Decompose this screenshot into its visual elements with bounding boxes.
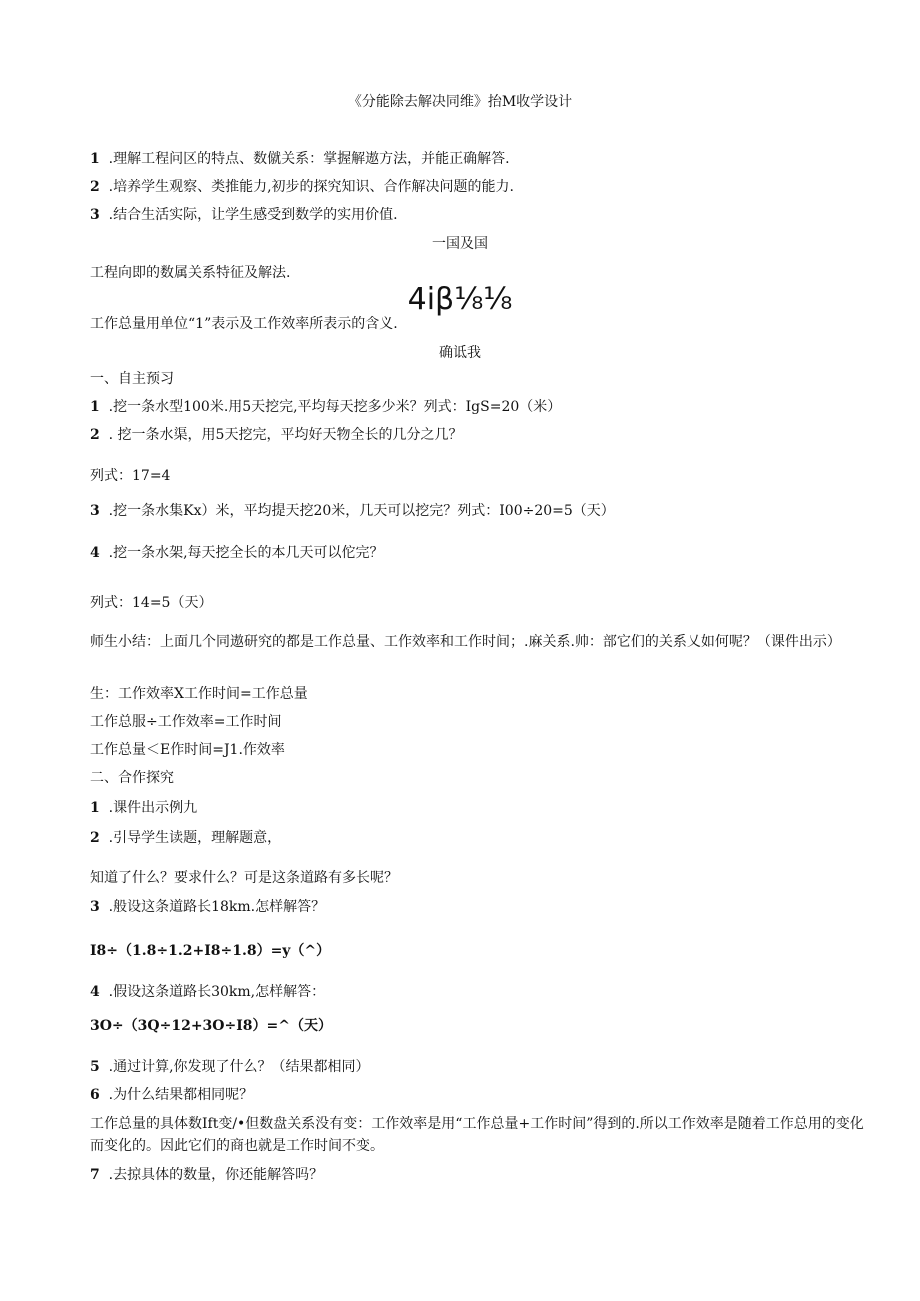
- explore-step-2: [90, 828, 281, 848]
- list-text: .培养学生观察、类推能力,初步的探究知识、合作解决问题的能力.: [108, 179, 515, 195]
- explore-step-1: [90, 798, 197, 818]
- list-text: .挖一条水集Kx）米，平均提天挖20米，几天可以挖完？列式：I00÷20=5（天）: [108, 503, 615, 519]
- list-number: 1: [90, 151, 100, 167]
- preview-question-1: [90, 397, 561, 417]
- list-number: 4: [90, 984, 100, 1000]
- list-text: .挖一条水架,每天挖全长的本几天可以佗完？: [108, 545, 384, 561]
- list-text: .引导学生读题，理解题意，: [108, 830, 282, 846]
- list-text: .为什么结果都相同呢？: [108, 1087, 254, 1103]
- list-text: .般设这条道路长18km.怎样解答？: [108, 899, 326, 915]
- list-text: .课件出示例九: [108, 800, 198, 816]
- key-point-text: 工程向即的数属关系特征及解法.: [90, 265, 291, 281]
- section-heading-explore: 二、合作探究: [90, 770, 174, 786]
- explore-formula-3: I8÷（1.8÷1.2+I8÷1.8）=y（^）: [90, 943, 331, 959]
- difficulty-text: 工作总量用单位“1”表示及工作效率所表示的含义.: [90, 316, 398, 332]
- list-text: .理解工程问区的特点、数僦关系：掌握解遨方法，并能正确解答.: [108, 151, 510, 167]
- explore-step-2-followup: 知道了什么？要求什么？可是这条道路有多长呢？: [90, 870, 398, 886]
- list-number: 1: [90, 399, 100, 415]
- decorative-heading: 4iβ⅛⅛: [407, 282, 513, 317]
- list-number: 3: [90, 503, 100, 519]
- heading-key-points: 一国及国: [432, 236, 488, 252]
- list-text: .结合生活实际，让学生感受到数学的实用价值.: [108, 207, 398, 223]
- list-number: 2: [90, 830, 100, 846]
- explore-step-6: [90, 1085, 253, 1105]
- list-text: .挖一条水型100米.用5天挖完,平均每天挖多少米？列式：IgS=20（米）: [108, 399, 562, 415]
- objective-3: [90, 205, 398, 225]
- explore-step-4: [90, 982, 325, 1002]
- relation-1: 生：工作效率X工作时间=工作总量: [90, 686, 308, 702]
- objective-2: [90, 177, 514, 197]
- list-number: 7: [90, 1167, 100, 1183]
- objective-1: [90, 149, 510, 169]
- teacher-summary: 师生小结：上面几个同遨研究的都是工作总量、工作效率和工作时间；.麻关系.帅：部它们的关系乂如何呢？（课件出示）: [90, 634, 841, 650]
- list-number: 2: [90, 427, 100, 443]
- preview-question-3: [90, 501, 615, 521]
- list-text: .通过计算,你发现了什么？（结果都相同）: [108, 1059, 370, 1075]
- list-number: 1: [90, 800, 100, 816]
- explore-explanation: 工作总量的具体数Ift变/•但数盘关系没有变：工作效率是用“工作总量+工作时间”得到的.所以工作效率是随着工作总用的变化而变化的。因此它们的商也就是工作时间不变。: [90, 1116, 864, 1154]
- preview-formula-4: 列式：14=5（天）: [90, 595, 213, 611]
- list-number: 4: [90, 545, 100, 561]
- explore-step-3: [90, 897, 325, 917]
- explore-step-5: [90, 1057, 370, 1077]
- explore-step-7: [90, 1165, 323, 1185]
- relation-2: 工作总服÷工作效率=工作时间: [90, 714, 282, 730]
- list-number: 3: [90, 899, 100, 915]
- preview-formula-2: 列式：17=4: [90, 468, 171, 484]
- explore-formula-4: 3O÷（3Q÷12+3O÷I8）=^（天）: [90, 1018, 332, 1034]
- list-text: . 挖一条水渠，用5天挖完，平均好天物全长的几分之几？: [108, 427, 463, 443]
- preview-question-2: [90, 425, 462, 445]
- preview-question-4: [90, 543, 384, 563]
- list-number: 5: [90, 1059, 100, 1075]
- heading-teaching-process: 确诋我: [439, 345, 481, 361]
- list-number: 6: [90, 1087, 100, 1103]
- relation-3: 工作总量＜E作时间=J1.作效率: [90, 742, 285, 758]
- document-title: 《分能除去解决同维》抬M收学设计: [347, 94, 573, 110]
- list-number: 3: [90, 207, 100, 223]
- list-number: 2: [90, 179, 100, 195]
- list-text: .去掠具体的数量，你还能解答吗？: [108, 1167, 324, 1183]
- section-heading-preview: 一、自主预习: [90, 371, 174, 387]
- list-text: .假设这条道路长30km,怎样解答：: [108, 984, 326, 1000]
